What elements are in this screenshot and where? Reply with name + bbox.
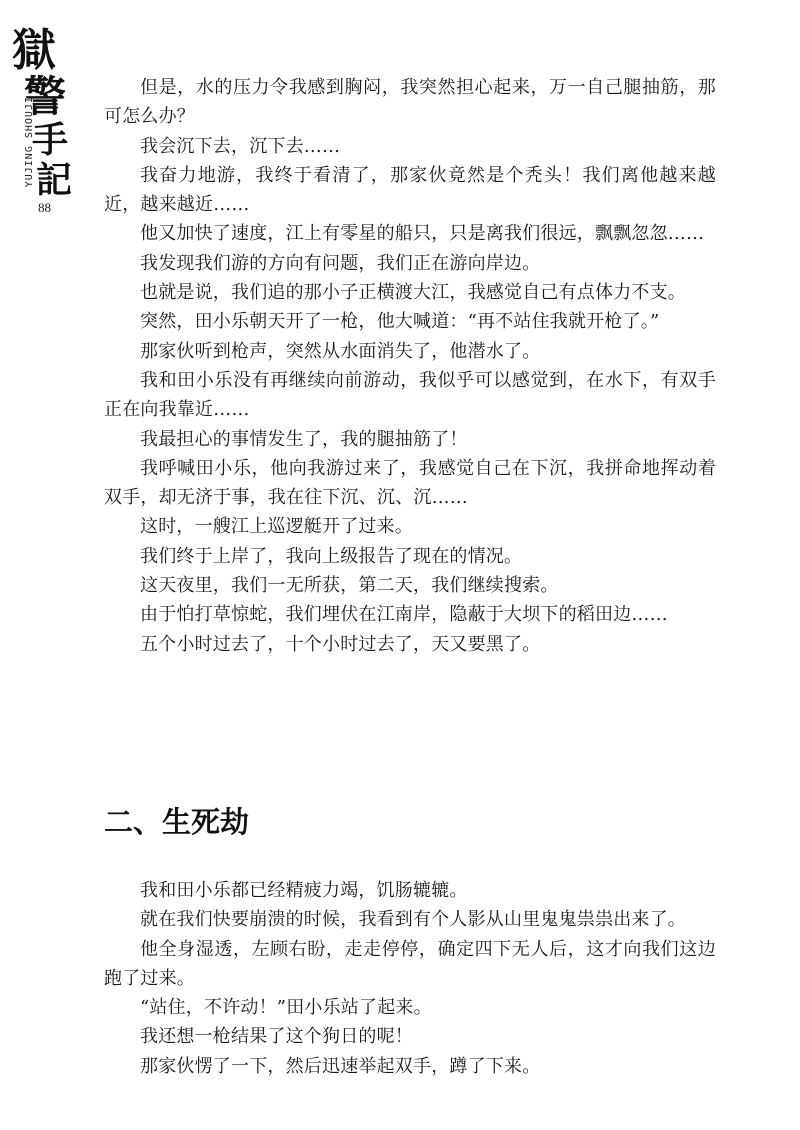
paragraph: “站住，不许动！”田小乐站了起来。	[140, 997, 432, 1019]
paragraph: 那家伙听到枪声，突然从水面消失了，他潜水了。	[140, 340, 541, 362]
paragraph: 他又加快了速度，江上有零星的船只，只是离我们很远，飘飘忽忽……	[140, 223, 705, 245]
logo-char: 記	[36, 159, 71, 201]
paragraph: 我会沉下去，沉下去……	[140, 135, 341, 157]
logo-char: 手	[32, 119, 67, 161]
book-series-logo	[10, 25, 96, 208]
paragraph: 这时，一艘江上巡逻艇开了过来。	[140, 516, 413, 538]
logo-calligraphy	[10, 25, 71, 201]
paragraph: 就在我们快要崩溃的时候，我看到有个人影从山里鬼鬼祟祟出来了。	[140, 909, 686, 931]
paragraph: 我发现我们游的方向有问题，我们正在游向岸边。	[140, 252, 541, 274]
paragraph: 我奋力地游，我终于看清了，那家伙竟然是个秃头！我们离他越来越近，越来越近……	[104, 164, 716, 216]
paragraph: 也就是说，我们追的那小子正横渡大江，我感觉自己有点体力不支。	[140, 282, 686, 304]
logo-char: 獄	[12, 25, 54, 76]
body-text-section-2	[104, 876, 716, 1081]
logo-char: 警	[24, 72, 65, 121]
paragraph: 那家伙愣了一下，然后迅速举起双手，蹲了下来。	[140, 1055, 541, 1077]
section-heading: 二、生死劫	[104, 805, 250, 839]
paragraph: 我呼喊田小乐，他向我游过来了，我感觉自己在下沉，我拼命地挥动着双手，却无济于事，我在往下沉、沉、沉……	[104, 457, 716, 509]
page-number: 88	[38, 200, 51, 215]
paragraph: 我最担心的事情发生了，我的腿抽筋了！	[140, 428, 468, 450]
logo-romanization: YUJING SHOUJI	[24, 96, 35, 188]
paragraph: 这天夜里，我们一无所获，第二天，我们继续搜索。	[140, 575, 559, 597]
paragraph: 我还想一枪结果了这个狗日的呢！	[140, 1026, 413, 1048]
paragraph: 我和田小乐都已经精疲力竭，饥肠辘辘。	[140, 880, 468, 901]
paragraph: 五个小时过去了，十个小时过去了，天又要黑了。	[140, 633, 541, 655]
paragraph: 我们终于上岸了，我向上级报告了现在的情况。	[140, 545, 523, 567]
paragraph: 他全身湿透，左顾右盼，走走停停，确定四下无人后，这才向我们这边跑了过来。	[104, 938, 716, 989]
paragraph: 由于怕打草惊蛇，我们埋伏在江南岸，隐蔽于大坝下的稻田边……	[140, 604, 668, 626]
paragraph: 突然，田小乐朝天开了一枪，他大喊道：“再不站住我就开枪了。”	[140, 311, 660, 333]
body-text-section-1	[104, 73, 716, 659]
paragraph: 我和田小乐没有再继续向前游动，我似乎可以感觉到，在水下，有双手正在向我靠近……	[104, 369, 716, 421]
paragraph: 但是，水的压力令我感到胸闷，我突然担心起来，万一自己腿抽筋，那可怎么办？	[104, 77, 716, 128]
